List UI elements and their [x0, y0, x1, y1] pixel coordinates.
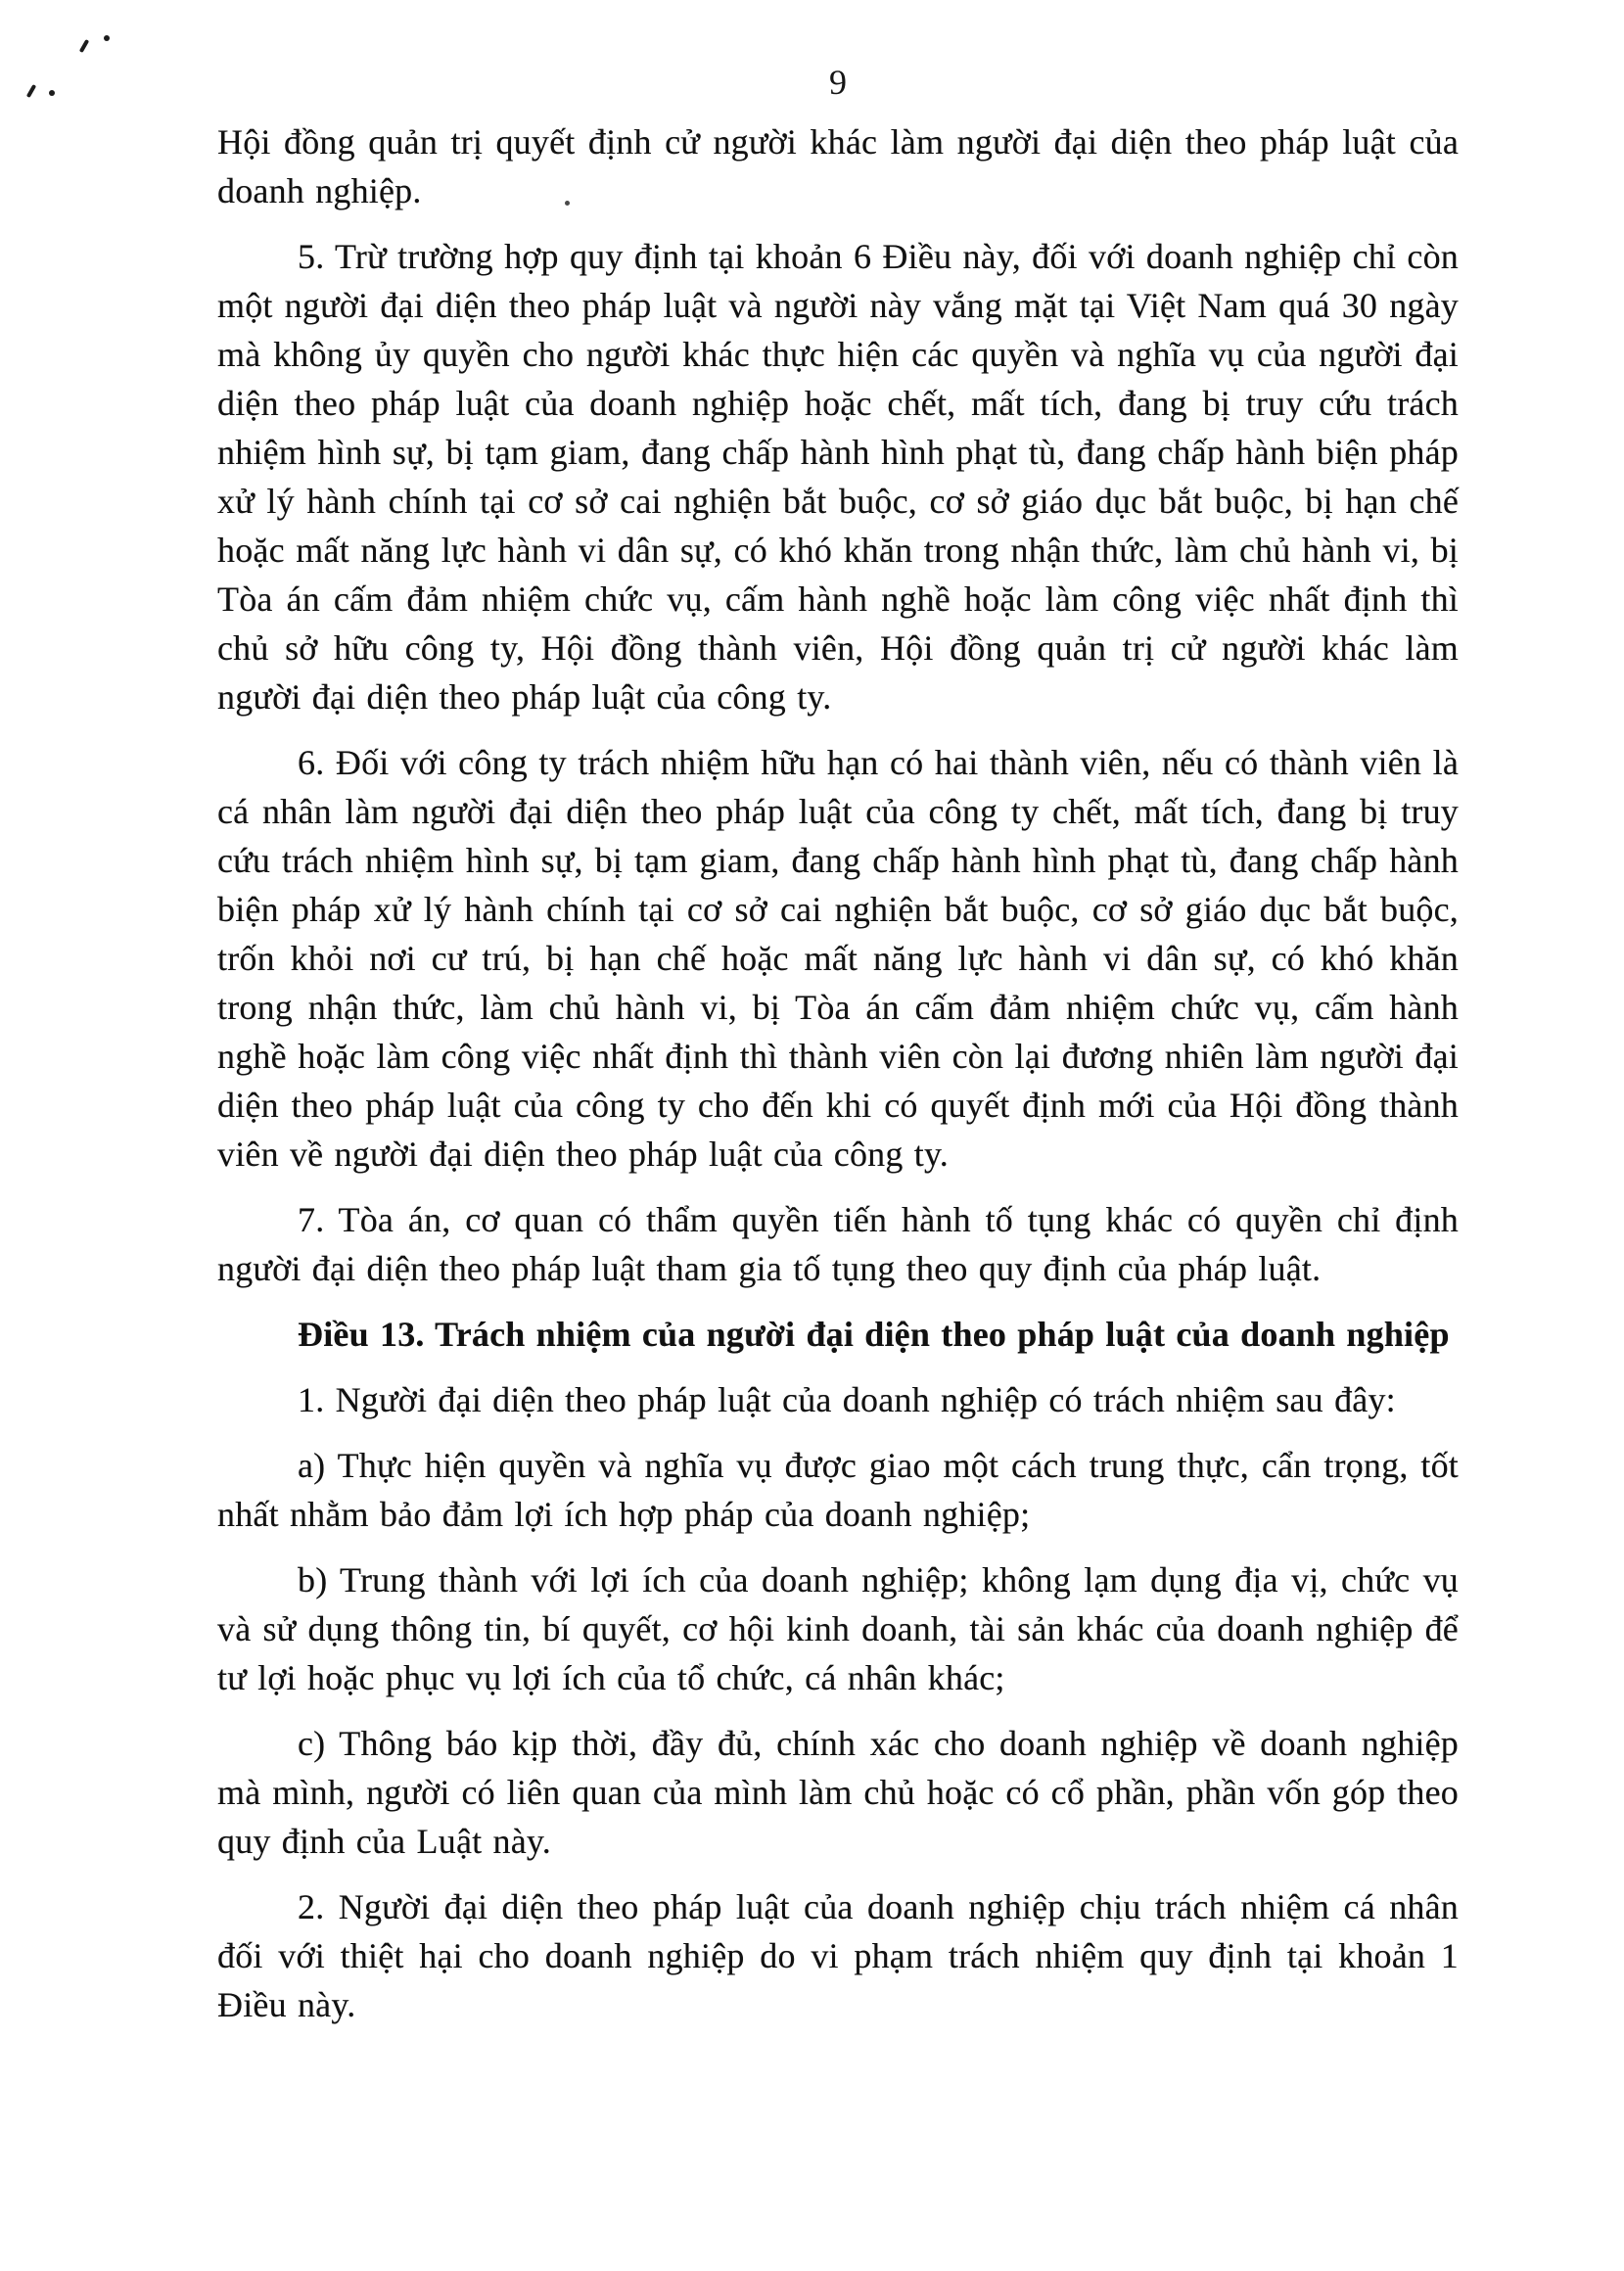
paragraph-clause-5: 5. Trừ trường hợp quy định tại khoản 6 Điều này, đối với doanh nghiệp chỉ còn một người đại diện theo pháp luật và người này vắng mặt tại Việt Nam quá 30 ngày mà không ủy quyền cho người khác thực hiện các quyền và nghĩa vụ của người đại diện theo pháp luật của doanh nghiệp hoặc chết, mất tích, đang bị truy cứu trách nhiệm hình sự, bị tạm giam, đang chấp hành hình phạt tù, đang chấp hành biện pháp xử lý hành chính tại cơ sở cai nghiện bắt buộc, cơ sở giáo dục bắt buộc, bị hạn chế hoặc mất năng lực hành vi dân sự, có khó khăn trong nhận thức, làm chủ hành vi, bị Tòa án cấm đảm nhiệm chức vụ, cấm hành nghề hoặc làm công việc nhất định thì chủ sở hữu công ty, Hội đồng thành viên, Hội đồng quản trị cử người khác làm người đại diện theo pháp luật của công ty. — [217, 237, 1459, 717]
paragraph-article13-point-b: b) Trung thành với lợi ích của doanh nghiệp; không lạm dụng địa vị, chức vụ và sử dụng thông tin, bí quyết, cơ hội kinh doanh, tài sản khác của doanh nghiệp để tư lợi hoặc phục vụ lợi ích của tổ chức, cá nhân khác; — [217, 1560, 1459, 1697]
paragraph-clause-6: 6. Đối với công ty trách nhiệm hữu hạn có hai thành viên, nếu có thành viên là cá nhân làm người đại diện theo pháp luật của công ty chết, mất tích, đang bị truy cứu trách nhiệm hình sự, bị tạm giam, đang chấp hành hình phạt tù, đang chấp hành biện pháp xử lý hành chính tại cơ sở cai nghiện bắt buộc, cơ sở giáo dục bắt buộc, trốn khỏi nơi cư trú, bị hạn chế hoặc mất năng lực hành vi dân sự, có khó khăn trong nhận thức, làm chủ hành vi, bị Tòa án cấm đảm nhiệm chức vụ, cấm hành nghề hoặc làm công việc nhất định thì thành viên còn lại đương nhiên làm người đại diện theo pháp luật của công ty cho đến khi có quyết định mới của Hội đồng thành viên về người đại diện theo pháp luật của công ty. — [217, 743, 1459, 1174]
paragraph-continuation: Hội đồng quản trị quyết định cử người khác làm người đại diện theo pháp luật của doanh nghiệp. — [217, 122, 1459, 210]
document-body — [217, 117, 1459, 2046]
paragraph-article13-point-a: a) Thực hiện quyền và nghĩa vụ được giao một cách trung thực, cẩn trọng, tốt nhất nhằm bảo đảm lợi ích hợp pháp của doanh nghiệp; — [217, 1446, 1459, 1534]
paragraph-article13-clause-1: 1. Người đại diện theo pháp luật của doanh nghiệp có trách nhiệm sau đây: — [298, 1380, 1396, 1419]
paragraph-article13-clause-2: 2. Người đại diện theo pháp luật của doanh nghiệp chịu trách nhiệm cá nhân đối với thiệt hại cho doanh nghiệp do vi phạm trách nhiệm quy định tại khoản 1 Điều này. — [217, 1887, 1459, 2024]
scan-artifact-tick — [79, 39, 89, 53]
scan-artifact-tick — [26, 84, 36, 98]
scan-artifact-dot — [49, 90, 55, 96]
page-number: 9 — [829, 63, 847, 102]
paragraph-article13-point-c: c) Thông báo kịp thời, đầy đủ, chính xác cho doanh nghiệp về doanh nghiệp mà mình, người có liên quan của mình làm chủ hoặc có cổ phần, phần vốn góp theo quy định của Luật này. — [217, 1724, 1459, 1861]
paragraph-clause-7: 7. Tòa án, cơ quan có thẩm quyền tiến hành tố tụng khác có quyền chỉ định người đại diện theo pháp luật tham gia tố tụng theo quy định của pháp luật. — [217, 1200, 1459, 1288]
scan-artifact-dot — [104, 35, 110, 41]
article-13-heading: Điều 13. Trách nhiệm của người đại diện theo pháp luật của doanh nghiệp — [298, 1315, 1450, 1354]
